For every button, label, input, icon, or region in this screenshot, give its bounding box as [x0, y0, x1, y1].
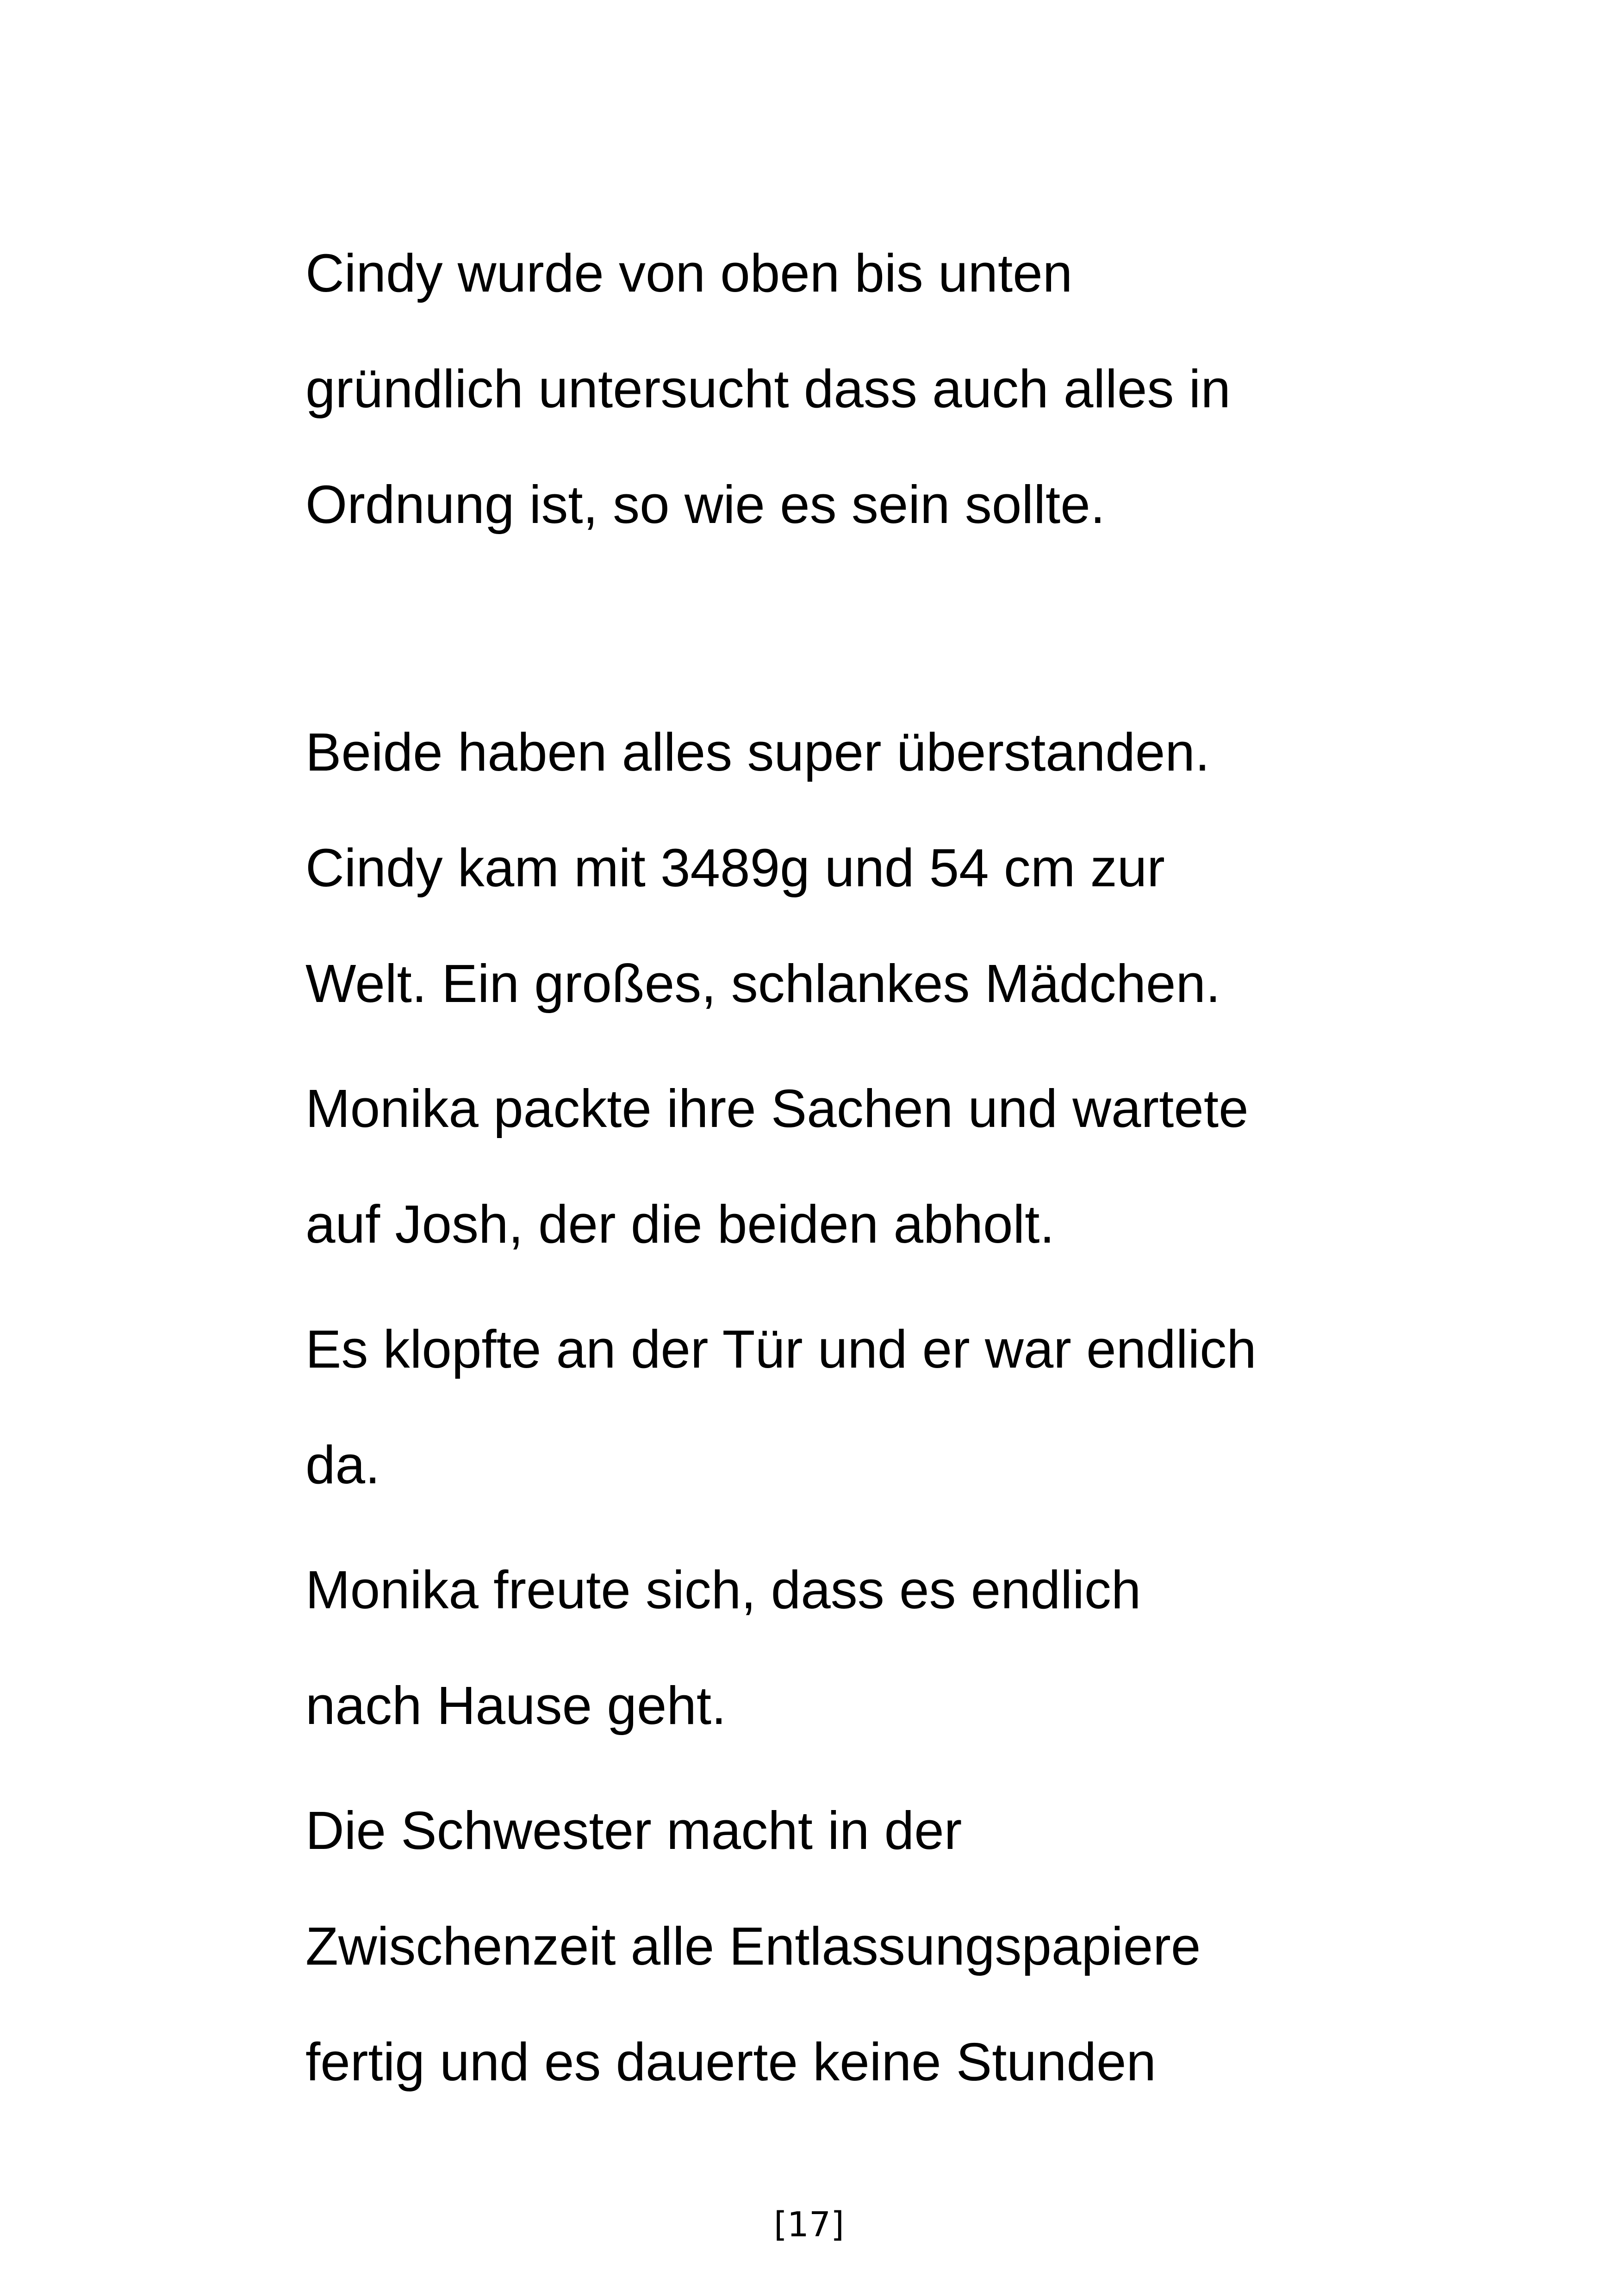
- page-number: [17]: [774, 2205, 844, 2245]
- text-line: Cindy kam mit 3489g und 54 cm zur: [305, 838, 1165, 898]
- text-line: gründlich untersucht dass auch alles in: [305, 359, 1231, 419]
- text-line: Monika packte ihre Sachen und wartete: [305, 1078, 1249, 1139]
- text-line: Ordnung ist, so wie es sein sollte.: [305, 474, 1105, 535]
- text-line: da.: [305, 1435, 380, 1495]
- text-line: Die Schwester macht in der: [305, 1800, 962, 1860]
- text-line: fertig und es dauerte keine Stunden: [305, 2032, 1156, 2092]
- text-line: Cindy wurde von oben bis unten: [305, 243, 1073, 303]
- text-line: Beide haben alles super überstanden.: [305, 722, 1210, 782]
- text-line: auf Josh, der die beiden abholt.: [305, 1194, 1055, 1254]
- text-line: Welt. Ein großes, schlankes Mädchen.: [305, 953, 1221, 1014]
- text-line: Es klopfte an der Tür und er war endlich: [305, 1319, 1257, 1379]
- text-line: Zwischenzeit alle Entlassungspapiere: [305, 1916, 1201, 1976]
- text-line: nach Hause geht.: [305, 1675, 727, 1736]
- text-line: Monika freute sich, dass es endlich: [305, 1560, 1141, 1620]
